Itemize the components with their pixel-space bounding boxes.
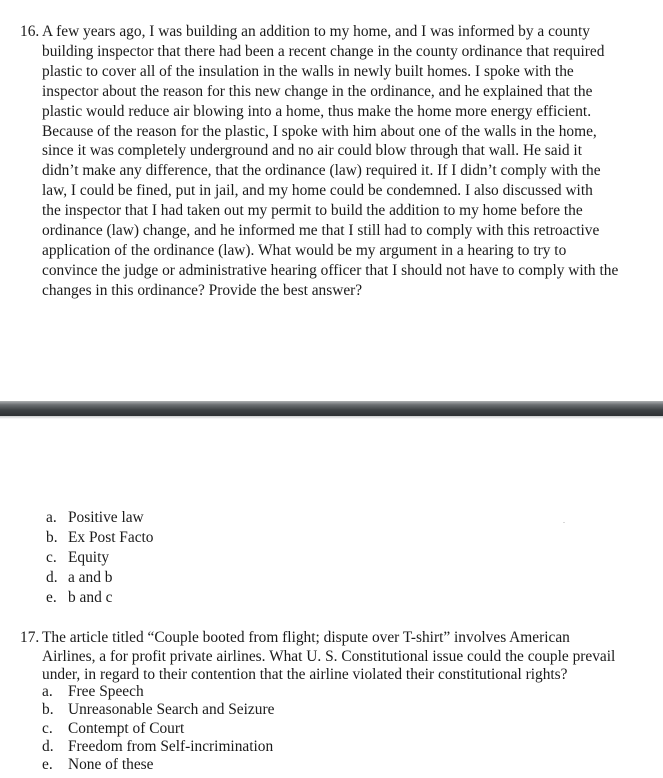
question-17-line: under, in regard to their contention that the airline violated their constitutional rights? [42,666,568,684]
question-16-line: inspector about the reason for this new change in the ordinance, and he explained that the [42,82,593,100]
option-letter: c. [46,549,57,566]
question-16-line: A few years ago, I was building an addition to my home, and I was informed by a county [42,23,590,40]
option-16-a [46,508,154,528]
page-divider [0,401,663,416]
question-16-options [46,508,154,608]
option-16-e [46,588,154,608]
option-text: b and c [68,589,113,606]
question-16-line: plastic would reduce air blowing into a home, thus make the home more energy efficient. [42,102,592,120]
option-letter: b. [42,701,54,719]
option-text: a and b [68,569,113,586]
option-letter: a. [42,683,53,700]
option-letter: d. [46,569,58,586]
question-17-line: Airlines, a for profit private airlines. What U. S. Constitutional issue could the couple prevail [42,647,616,665]
option-text: None of these [68,756,154,774]
option-17-a [42,683,274,701]
question-16-line: convince the judge or administrative hearing officer that I should not have to comply with the [42,261,619,279]
question-16-line: application of the ordinance (law). What would be my argument in a hearing to try to [42,241,567,259]
question-16-line: Because of the reason for the plastic, I spoke with him about one of the walls in the home, [42,122,597,140]
option-16-d [46,568,154,588]
option-text: Free Speech [68,683,144,700]
option-letter: a. [46,509,57,526]
option-text: Freedom from Self-incrimination [68,737,274,755]
page-divider-shadow [0,416,663,419]
question-17-number: 17. [20,629,40,646]
option-17-d [42,738,274,756]
option-16-b [46,528,154,548]
option-17-c [42,720,274,738]
option-letter: e. [42,756,53,774]
question-16-line: law, I could be fined, put in jail, and my home could be condemned. I also discussed with [42,182,593,200]
question-16-line: ordinance (law) change, and he informed me that I still had to comply with this retroactive [42,222,600,240]
option-letter: e. [46,589,57,606]
question-16-number: 16. [20,23,40,40]
question-16-text [42,22,650,301]
option-text: Unreasonable Search and Seizure [68,701,275,719]
option-letter: d. [42,737,54,755]
question-16-line: the inspector that I had taken out my permit to build the addition to my home before the [42,202,583,220]
question-17-text [42,629,650,685]
option-letter: c. [42,719,53,737]
question-16-line: since it was completely underground and no air could blow through that wall. He said it [42,142,582,160]
question-17 [20,629,650,685]
option-text: Equity [68,549,110,566]
question-16-line: didn’t make any difference, that the ordinance (law) required it. If I didn’t comply with the [42,162,601,180]
question-16 [20,22,650,301]
option-letter: b. [46,529,58,546]
option-text: Contempt of Court [68,719,185,737]
scan-speck [563,522,565,523]
option-17-e [42,756,274,774]
question-17-options [42,683,274,774]
question-16-line: changes in this ordinance? Provide the best answer? [42,281,363,299]
option-16-c [46,548,154,568]
option-text: Positive law [68,509,144,526]
option-17-b [42,701,274,719]
option-text: Ex Post Facto [68,529,154,546]
question-16-line: plastic to cover all of the insulation in the walls in newly built homes. I spoke with the [42,62,574,80]
question-16-line: building inspector that there had been a recent change in the county ordinance that required [42,42,605,60]
question-17-line: The article titled “Couple booted from flight; dispute over T-shirt” involves American [42,629,570,646]
